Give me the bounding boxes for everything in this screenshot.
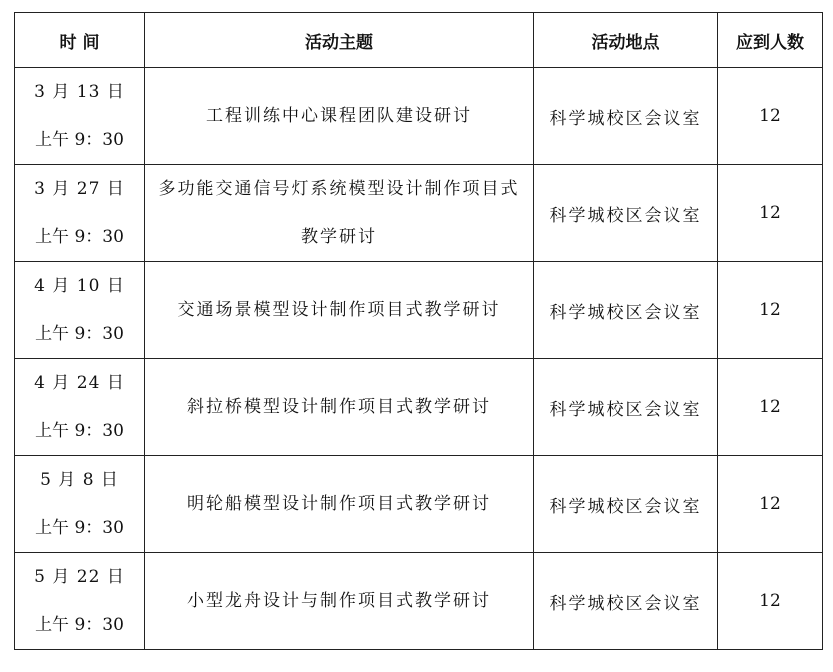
date-text: 3 月 13 日 (34, 82, 125, 102)
count-cell: 12 (718, 456, 823, 553)
table-row (15, 262, 823, 359)
header-topic: 活动主题 (145, 13, 534, 68)
place-cell: 科学城校区会议室 (534, 553, 718, 650)
time-text: 上午 9：30 (35, 518, 124, 538)
time-cell (15, 359, 145, 456)
date-text: 4 月 24 日 (34, 373, 125, 393)
topic-cell: 多功能交通信号灯系统模型设计制作项目式教学研讨 (145, 165, 534, 262)
time-text: 上午 9：30 (35, 227, 124, 247)
table-row (15, 165, 823, 262)
place-cell: 科学城校区会议室 (534, 456, 718, 553)
place-cell: 科学城校区会议室 (534, 359, 718, 456)
time-text: 上午 9：30 (35, 324, 124, 344)
time-text: 上午 9：30 (35, 615, 124, 635)
time-text: 上午 9：30 (35, 421, 124, 441)
header-time: 时 间 (15, 13, 145, 68)
time-cell (15, 68, 145, 165)
date-text: 4 月 10 日 (34, 276, 125, 296)
count-cell: 12 (718, 68, 823, 165)
topic-cell: 斜拉桥模型设计制作项目式教学研讨 (145, 359, 534, 456)
activity-schedule-table (14, 12, 823, 650)
topic-cell: 交通场景模型设计制作项目式教学研讨 (145, 262, 534, 359)
time-cell (15, 553, 145, 650)
count-cell: 12 (718, 553, 823, 650)
table-row (15, 68, 823, 165)
place-cell: 科学城校区会议室 (534, 262, 718, 359)
topic-cell: 明轮船模型设计制作项目式教学研讨 (145, 456, 534, 553)
time-text: 上午 9：30 (35, 130, 124, 150)
table-row (15, 456, 823, 553)
table-header (15, 13, 823, 68)
table-row (15, 359, 823, 456)
count-cell: 12 (718, 359, 823, 456)
count-cell: 12 (718, 262, 823, 359)
time-cell (15, 165, 145, 262)
time-cell (15, 456, 145, 553)
header-count: 应到人数 (718, 13, 823, 68)
header-place: 活动地点 (534, 13, 718, 68)
table-body (15, 68, 823, 650)
place-cell: 科学城校区会议室 (534, 68, 718, 165)
place-cell: 科学城校区会议室 (534, 165, 718, 262)
topic-cell: 工程训练中心课程团队建设研讨 (145, 68, 534, 165)
header-row (15, 13, 823, 68)
date-text: 5 月 8 日 (40, 470, 119, 490)
date-text: 5 月 22 日 (34, 567, 125, 587)
table-row (15, 553, 823, 650)
count-cell: 12 (718, 165, 823, 262)
date-text: 3 月 27 日 (34, 179, 125, 199)
topic-cell: 小型龙舟设计与制作项目式教学研讨 (145, 553, 534, 650)
time-cell (15, 262, 145, 359)
